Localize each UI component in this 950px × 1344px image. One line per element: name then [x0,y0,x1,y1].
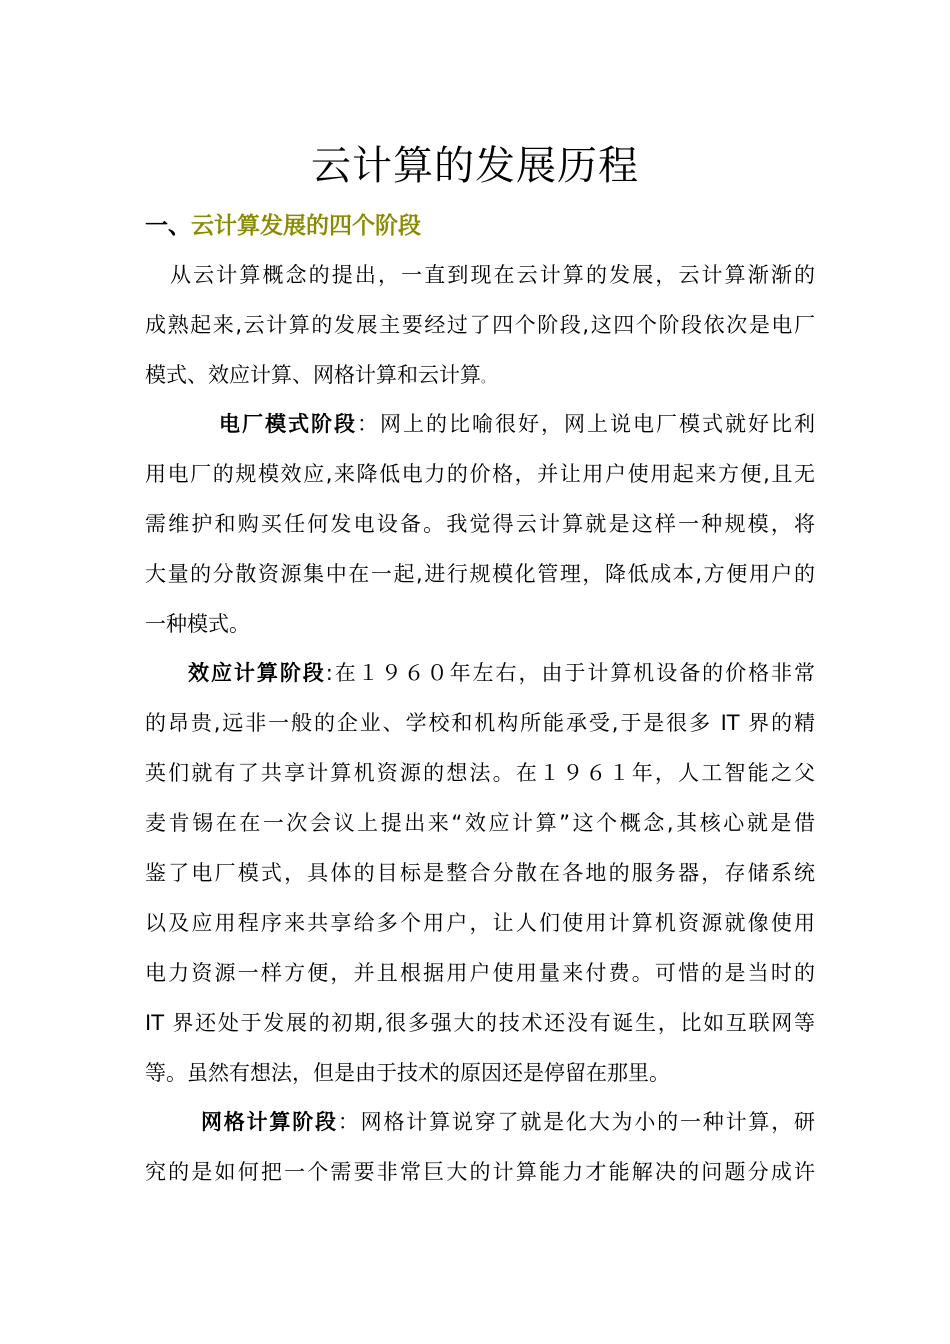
power-plant-lead: ：网上的比喻很好，网上说电厂模式就好比利 [357,412,815,436]
intro-line: 从云计算概念的提出，一直到现在云计算的发展，云计算渐渐的 [170,263,815,287]
power-plant-first-line [145,399,815,449]
grid-label: 网格计算阶段 [201,1110,338,1134]
grid-first-line [145,1097,815,1147]
utility-line: 等。虽然有想法，但是由于技术的原因还是停留在那里。 [145,1061,670,1085]
power-plant-paragraph [145,399,815,649]
utility-line: 鉴了电厂模式，具体的目标是整合分散在各地的服务器，存储系统 [145,861,815,885]
section-heading [145,206,421,246]
intro-line-last [145,350,815,400]
utility-first-line [145,648,815,698]
grid-lead: ：网格计算说穿了就是化大为小的一种计算，研 [337,1110,815,1134]
intro-end-mark: 。 [481,371,494,385]
power-plant-line: 需维护和购买任何发电设备。我觉得云计算就是这样一种规模，将 [145,512,815,536]
grid-line: 究的是如何把一个需要非常巨大的计算能力才能解决的问题分成许 [145,1160,815,1184]
section-title: 云计算发展的四个阶段 [191,213,421,239]
utility-line: 的昂贵,远非一般的企业、学校和机构所能承受,于是很多 IT 界的精 [145,711,815,735]
power-plant-line: 一种模式。 [145,612,250,636]
intro-paragraph [145,250,815,400]
grid-paragraph [145,1097,815,1197]
utility-line: 电力资源一样方便，并且根据用户使用量来付费。可惜的是当时的 [145,961,815,985]
power-plant-line: 用电厂的规模效应,来降低电力的价格，并让用户使用起来方便,且无 [145,462,815,486]
intro-line: 成熟起来,云计算的发展主要经过了四个阶段,这四个阶段依次是电厂 [145,313,815,337]
utility-line: 麦肯锡在在一次会议上提出来“效应计算”这个概念,其核心就是借 [145,811,815,835]
utility-lead: :在１９６０年左右，由于计算机设备的价格非常 [325,661,815,685]
power-plant-label: 电厂模式阶段 [219,412,357,436]
utility-label: 效应计算阶段 [188,661,326,685]
document-title: 云计算的发展历程 [311,143,639,189]
utility-line: IT 界还处于发展的初期,很多强大的技术还没有诞生，比如互联网等 [145,1011,815,1035]
utility-paragraph [145,648,815,1098]
utility-line: 英们就有了共享计算机资源的想法。在１９６１年，人工智能之父 [145,761,815,785]
section-number: 一、 [145,213,191,239]
utility-line: 以及应用程序来共享给多个用户，让人们使用计算机资源就像使用 [145,911,815,935]
intro-line-text: 模式、效应计算、网格计算和云计算 [145,363,481,387]
power-plant-line: 大量的分散资源集中在一起,进行规模化管理，降低成本,方便用户的 [145,562,815,586]
